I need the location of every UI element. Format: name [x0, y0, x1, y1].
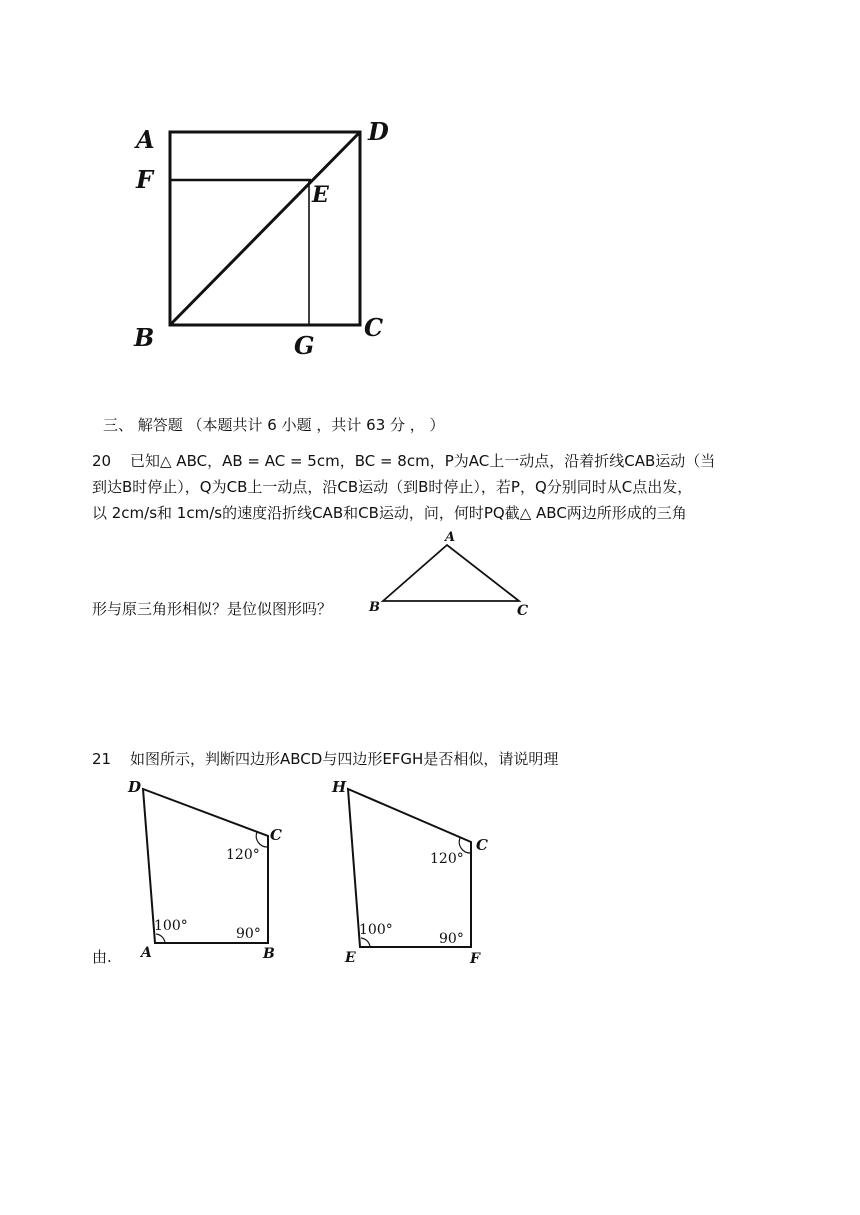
abcd-label-d: D [128, 778, 142, 796]
label-g: G [294, 331, 315, 360]
tri-label-a: A [445, 530, 456, 545]
efgh-angle-e: 100° [359, 922, 393, 938]
q20-number: 20 [92, 452, 112, 470]
section-heading: 三、 解答题 （本题共计 6 小题 ，共计 63 分 ， ） [103, 416, 445, 434]
abcd-angle-c: 120° [226, 847, 260, 863]
efgh-label-c: C [476, 836, 488, 854]
label-e: E [312, 182, 329, 208]
abcd-angle-b: 90° [236, 926, 261, 942]
q21-text: 如图所示，判断四边形ABCD与四边形EFGH是否相似，请说明理 [130, 750, 559, 768]
q21-tail: 由. [92, 948, 112, 966]
abcd-label-c: C [270, 826, 282, 844]
efgh-label-f: F [470, 951, 480, 967]
q20-line4: 形与原三角形相似？是位似图形吗？ [92, 600, 333, 618]
quadrilateral-efgh-figure [325, 772, 505, 967]
q20-line2: 到达B时停止），Q为CB上一动点，沿CB运动（到B时停止），若P，Q分别同时从C点出发， [92, 478, 693, 496]
abcd-label-a: A [141, 945, 152, 961]
efgh-angle-c: 120° [430, 851, 464, 867]
square-figure [120, 110, 410, 370]
diagonal-bd [170, 132, 360, 325]
efgh-angle-f: 90° [439, 931, 464, 947]
efgh-label-e: E [345, 950, 356, 966]
triangle-abc [383, 545, 519, 601]
label-d: D [368, 117, 389, 146]
triangle-figure [365, 528, 535, 620]
q20-line3: 以 2cm/s和 1cm/s的速度沿折线CAB和CB运动，问，何时PQ截△ ABC两边所形成的三角 [92, 504, 687, 522]
label-b: B [134, 323, 155, 352]
abcd-angle-a: 100° [154, 918, 188, 934]
tri-label-c: C [517, 603, 529, 619]
tri-label-b: B [369, 600, 380, 615]
label-f: F [136, 165, 154, 194]
quadrilateral-abcd-figure [120, 772, 300, 967]
abcd-label-b: B [263, 946, 275, 962]
label-a: A [136, 125, 155, 154]
angle-mark-a [156, 934, 165, 943]
angle-mark-e [361, 938, 370, 947]
q21-number: 21 [92, 750, 112, 768]
efgh-label-h: H [332, 778, 347, 796]
label-c: C [364, 313, 384, 342]
q20-line1: 已知△ ABC，AB = AC = 5cm，BC = 8cm，P为AC上一动点，沿着折线CAB运动（当 [130, 452, 716, 470]
